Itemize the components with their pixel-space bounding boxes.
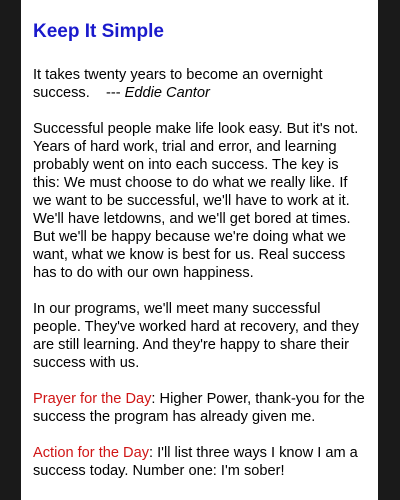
action-text: : I'll list three ways I know I am a success today. Number one: I'm sober! xyxy=(33,445,358,479)
quote-author: Eddie Cantor xyxy=(124,85,210,101)
prayer-text: : Higher Power, thank-you for the success the program has already given me. xyxy=(33,391,365,425)
prayer-label: Prayer for the Day xyxy=(33,391,152,407)
quote-paragraph xyxy=(33,66,366,102)
page-title: Keep It Simple xyxy=(33,21,164,42)
body-paragraph-2: In our programs, we'll meet many successful people. They've worked hard at recovery, and they are still learning. And they're happy to share their success with us. xyxy=(33,301,359,371)
action-label: Action for the Day xyxy=(33,445,149,461)
action-paragraph xyxy=(33,444,366,480)
quote-text: It takes twenty years to become an overnight success. xyxy=(33,67,323,101)
quote-separator: --- xyxy=(106,85,121,101)
prayer-paragraph xyxy=(33,390,366,426)
document-page xyxy=(21,0,378,500)
body-paragraph-1: Successful people make life look easy. But it's not. Years of hard work, trial and error, and learning probably went on into each success. The key is this: We must choose to do what we really like. If we want to be successful, we'll have to work at it. We'll have letdowns, and we'll get bored at times. But we'll be happy because we're doing what we want, what we know is best for us. Real success has to do with our own happiness. xyxy=(33,121,359,281)
